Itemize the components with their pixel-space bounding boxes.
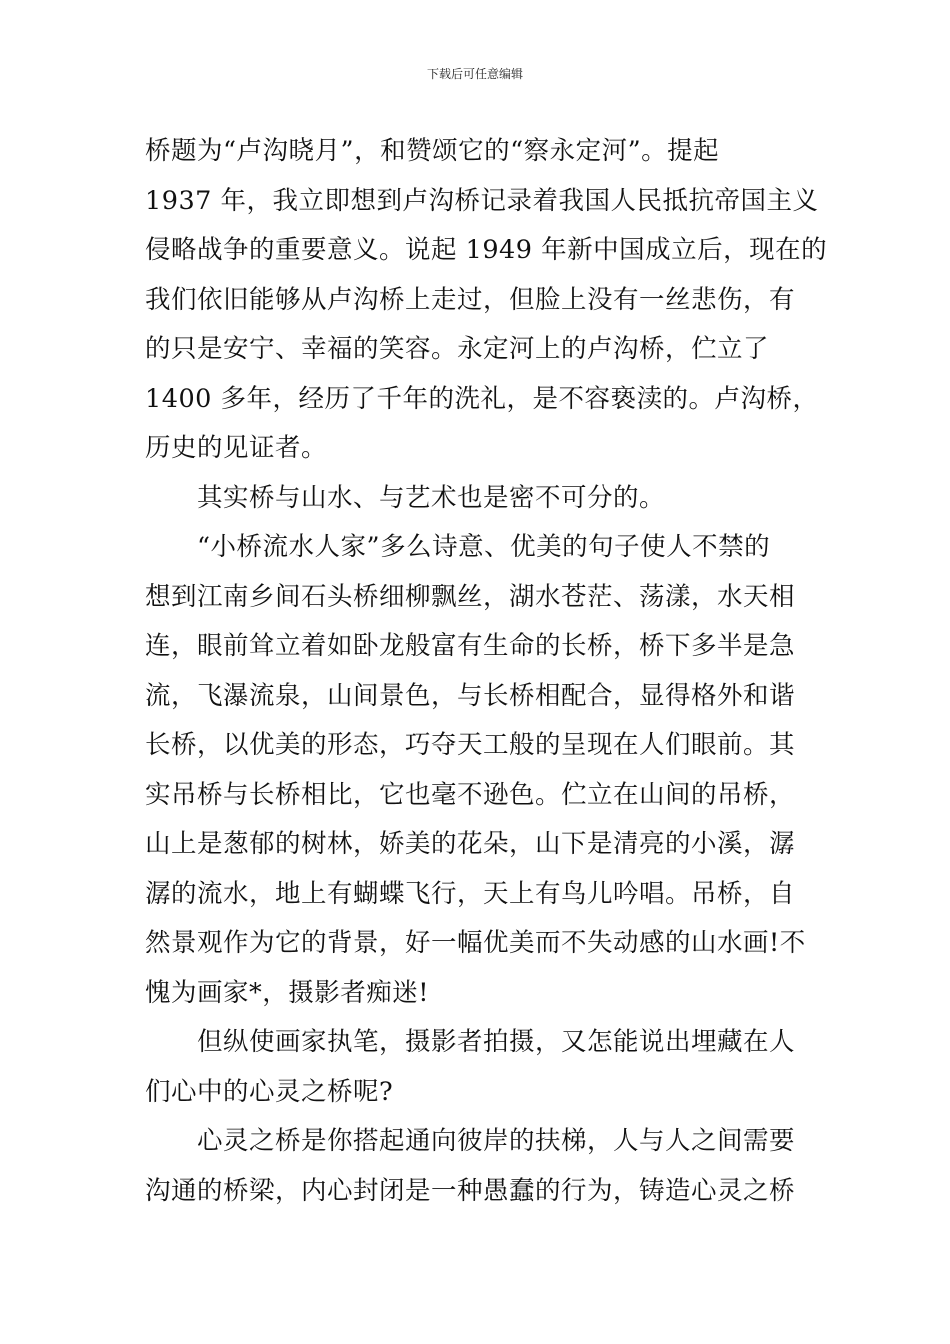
text-line: 长桥，以优美的形态，巧夺天工般的呈现在人们眼前。其 (145, 730, 796, 760)
page-header-note: 下载后可任意编辑 (426, 67, 523, 81)
text-line: 侵略战争的重要意义。说起 1949 年新中国成立后，现在的 (145, 235, 828, 265)
text-line: 1400 多年，经历了千年的洗礼，是不容亵渎的。卢沟桥， (145, 383, 819, 414)
text-line: 潺的流水，地上有蝴蝶飞行，天上有鸟儿吟唱。吊桥，自 (145, 878, 796, 909)
text-line: 连，眼前耸立着如卧龙般富有生命的长桥，桥下多半是急 (145, 631, 796, 661)
paragraph-start-line: 其实桥与山水、与艺术也是密不可分的。 (197, 482, 666, 513)
text-line: 们心中的心灵之桥呢? (145, 1076, 394, 1107)
text-line: 愧为画家*，摄影者痴迷! (145, 977, 429, 1008)
text-line: 山上是葱郁的树林，娇美的花朵，山下是清亮的小溪，潺 (145, 829, 796, 859)
document-body (145, 127, 828, 1216)
text-line: 1937 年，我立即想到卢沟桥记录着我国人民抵抗帝国主义 (145, 185, 819, 216)
text-line: 然景观作为它的背景，好一幅优美而不失动感的山水画!不 (145, 928, 806, 958)
text-line: 我们依旧能够从卢沟桥上走过，但脸上没有一丝悲伤，有 (145, 284, 796, 315)
paragraph-start-line: 但纵使画家执笔，摄影者拍摄，又怎能说出埋藏在人 (197, 1027, 796, 1057)
text-line: 历史的见证者。 (145, 433, 328, 463)
text-line: 的只是安宁、幸福的笑容。永定河上的卢沟桥，伫立了 (145, 334, 770, 364)
text-line: 想到江南乡间石头桥细柳飘丝，湖水苍茫、荡漾，水天相 (145, 581, 796, 612)
text-line: 桥题为“卢沟晓月”，和赞颂它的“察永定河”。提起 (145, 136, 720, 166)
paragraph-start-line: 心灵之桥是你搭起通向彼岸的扶梯，人与人之间需要 (197, 1126, 796, 1156)
text-line: 流，飞瀑流泉，山间景色，与长桥相配合，显得格外和谐 (145, 680, 796, 711)
text-line: 沟通的桥梁，内心封闭是一种愚蠢的行为，铸造心灵之桥 (145, 1175, 796, 1206)
text-line: 实吊桥与长桥相比，它也毫不逊色。伫立在山间的吊桥， (145, 779, 796, 810)
paragraph-start-line: “小桥流水人家”多么诗意、优美的句子使人不禁的 (197, 532, 771, 562)
